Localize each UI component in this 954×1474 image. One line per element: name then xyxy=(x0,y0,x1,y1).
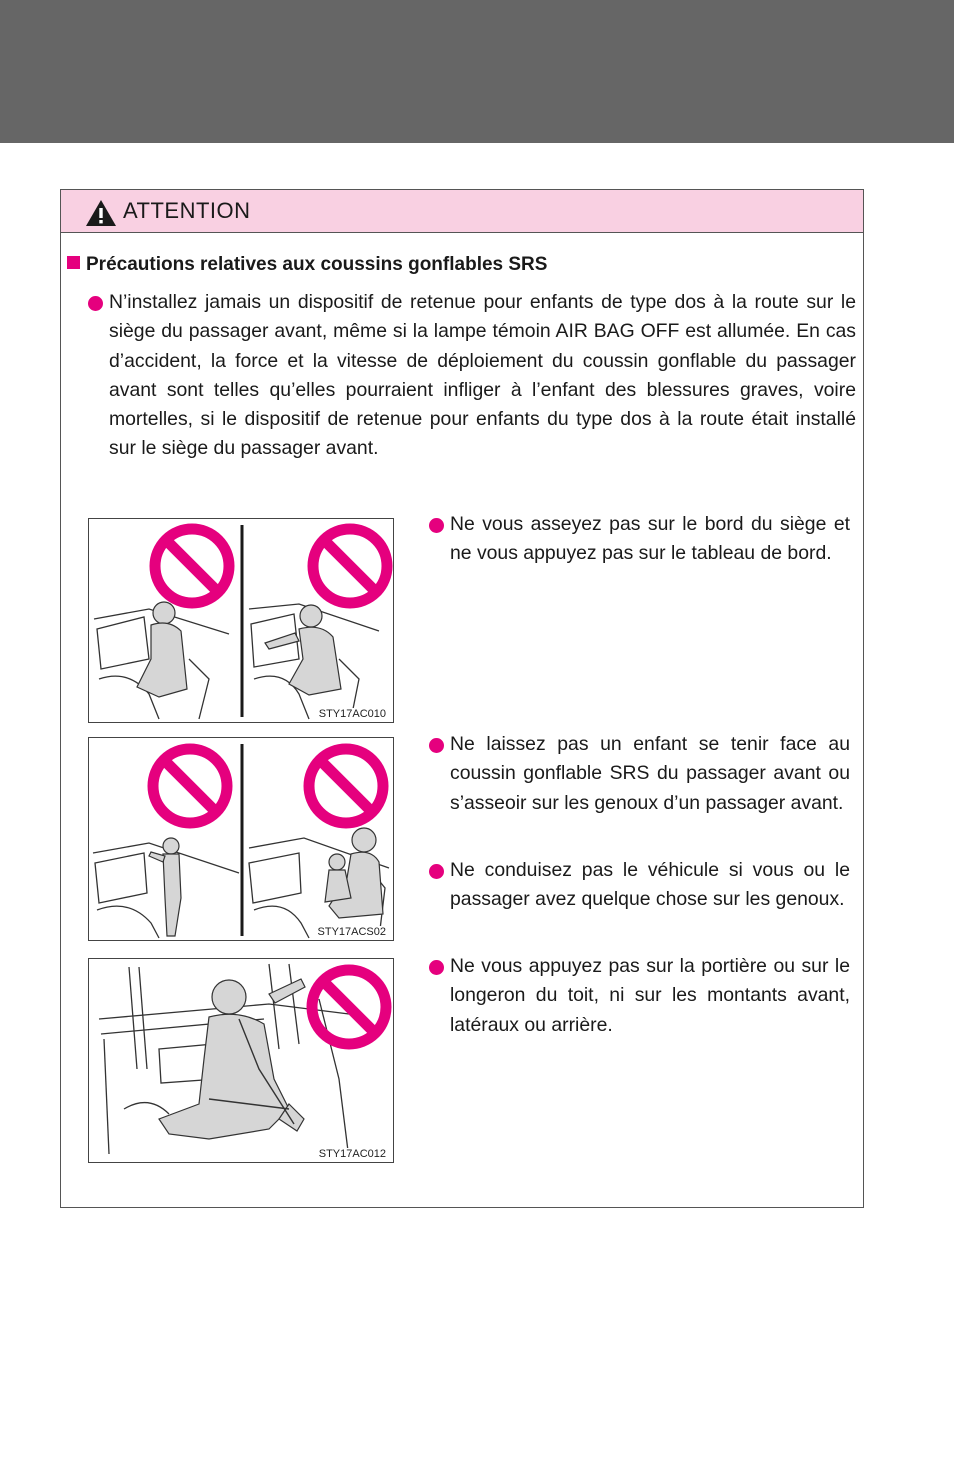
prohibition-icon xyxy=(155,529,229,603)
figure-illustration xyxy=(89,959,394,1163)
bullet-dot-icon xyxy=(429,864,444,879)
section-title xyxy=(67,254,547,276)
warning-header xyxy=(61,190,863,233)
bullet-dot-icon xyxy=(429,960,444,975)
prohibition-icon xyxy=(309,749,383,823)
prohibition-icon xyxy=(153,749,227,823)
figure-code: STY17AC012 xyxy=(318,1148,386,1160)
bullet-text: Ne vous asseyez pas sur le bord du siège et ne vous appuyez pas sur le tableau de bord. xyxy=(450,513,850,565)
figure-code: STY17AC010 xyxy=(318,708,386,720)
bullet-text: Ne conduisez pas le véhicule si vous ou le passager avez quelque chose sur les genoux. xyxy=(450,859,850,911)
bullet-text: N’installez jamais un dispositif de retenue pour enfants de type dos à la route sur le siège du passager avant, même si la lampe témoin AIR BAG OFF est allumée. En cas d’accident, la force et la vitesse de déploiement du coussin gonflable du passager avant sont telles qu’elles pourraient infliger à l’enfant des blessures graves, voire mortelles, si le dispositif de retenue pour enfants du type dos à la route était installé sur le siège du passager avant. xyxy=(109,291,856,460)
figure-illustration xyxy=(89,519,394,723)
section-square-icon xyxy=(67,256,80,269)
figure-code: STY17ACS02 xyxy=(317,926,386,938)
figure-leaning-dashboard xyxy=(88,518,394,723)
bullet-dot-icon xyxy=(429,518,444,533)
warning-triangle-icon xyxy=(85,199,117,227)
section-title-text: Précautions relatives aux coussins gonflables SRS xyxy=(86,254,548,275)
prohibition-icon xyxy=(313,529,387,603)
figure-illustration xyxy=(89,738,394,941)
prohibition-icon xyxy=(312,970,386,1044)
figure-child-passenger xyxy=(88,737,394,941)
bullet-item xyxy=(450,730,850,818)
bullet-text: Ne laissez pas un enfant se tenir face au coussin gonflable SRS du passager avant ou s’asseoir sur les genoux d’un passager avant. xyxy=(450,733,850,814)
warning-box xyxy=(60,189,864,1208)
bullet-item xyxy=(450,856,850,915)
page-header-bar xyxy=(0,0,954,143)
bullet-dot-icon xyxy=(88,296,103,311)
figure-leaning-door xyxy=(88,958,394,1163)
bullet-item xyxy=(450,510,850,569)
bullet-text: Ne vous appuyez pas sur la portière ou sur le longeron du toit, ni sur les montants avant, latéraux ou arrière. xyxy=(450,955,850,1036)
bullet-dot-icon xyxy=(429,738,444,753)
bullet-item xyxy=(450,952,850,1040)
bullet-item xyxy=(109,288,856,464)
warning-title: ATTENTION xyxy=(123,198,251,223)
